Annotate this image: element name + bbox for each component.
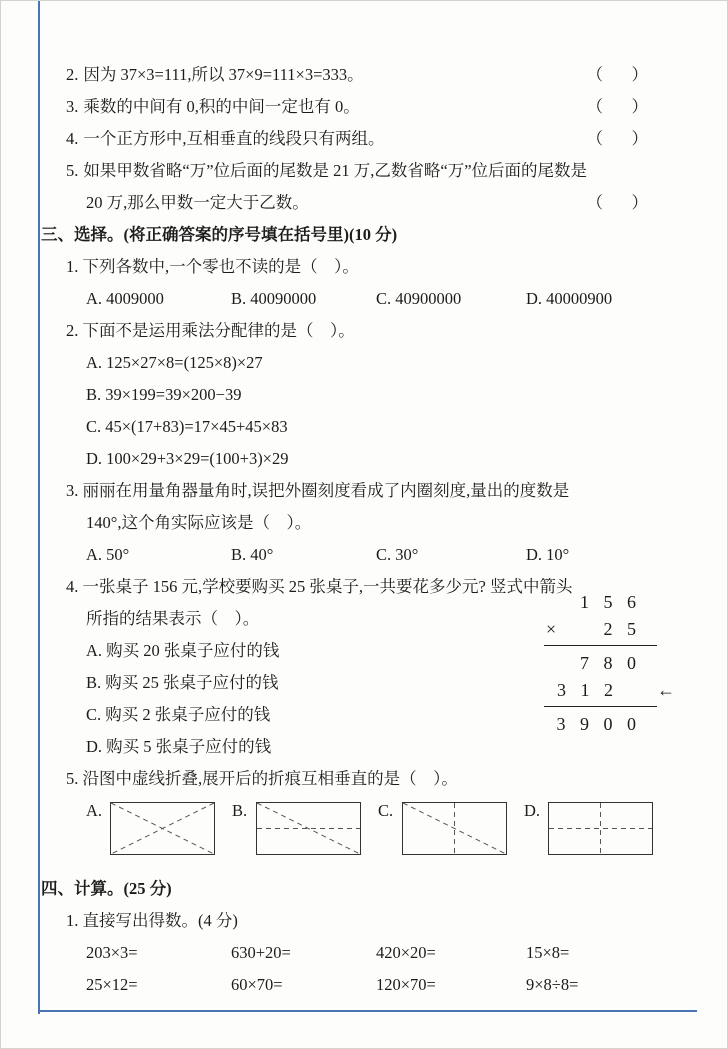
s4-calc-row-2 [41, 969, 692, 1001]
s3-q1-text: 1. 下列各数中,一个零也不读的是（ ）。 [66, 257, 359, 276]
fold-figure-b [232, 799, 378, 855]
option-c: C. 30° [376, 545, 419, 564]
option-d: D. 10° [526, 545, 570, 564]
multiply-sign: × [546, 619, 557, 639]
calc-expression: 203×3= [86, 943, 138, 962]
calc-expression: 9×8÷8= [526, 975, 579, 994]
s3-q2-option-c: C. 45×(17+83)=17×45+45×83 [86, 417, 288, 436]
rect-horizontal-vertical-figure [548, 802, 653, 855]
option-a: A. 50° [86, 545, 130, 564]
judge-item-text: 20 万,那么甲数一定大于乙数。 [86, 193, 309, 212]
s3-q5-figures [41, 795, 692, 873]
vertical-multiplication-work [546, 589, 675, 738]
s4-calc-row-1 [41, 937, 692, 969]
rect-diagonal-vertical-figure [402, 802, 507, 855]
section4-title: 四、计算。(25 分) [41, 879, 172, 898]
left-arrow-icon: ← [657, 680, 675, 700]
vm-rule-line [544, 706, 657, 707]
s3-q4-option-b: B. 购买 25 张桌子应付的钱 [86, 673, 279, 692]
item-number: 5. [66, 161, 79, 180]
judge-item-4 [41, 123, 692, 155]
vm-multiplier-row [546, 616, 641, 643]
answer-bracket: （ ） [586, 193, 654, 212]
rect-two-diagonals-figure [110, 802, 215, 855]
figure-label: C. [378, 801, 394, 820]
judge-item-3 [41, 91, 692, 123]
vm-rule-line [544, 645, 657, 646]
vm-partial-product-1: 7 8 0 [580, 653, 641, 673]
option-b: B. 40° [231, 545, 274, 564]
option-a: A. 4009000 [86, 289, 164, 308]
judge-item-text: 2. 因为 37×3=111,所以 37×9=111×3=333。 [66, 65, 364, 84]
section3-title: 三、选择。(将正确答案的序号填在括号里)(10 分) [41, 225, 398, 244]
answer-bracket: （ ） [586, 129, 654, 148]
fold-figure-d [524, 799, 670, 855]
judge-item-text: 5. 如果甲数省略“万”位后面的尾数是 21 万,乙数省略“万”位后面的尾数是 [66, 161, 588, 180]
vm-partial-product-2-row [546, 677, 675, 704]
s3-q1-options [41, 283, 692, 315]
s3-q4-text-line1: 4. 一张桌子 156 元,学校要购买 25 张桌子,一共要花多少元? 竖式中箭头 [66, 577, 573, 596]
vm-multiplicand: 1 5 6 [580, 592, 641, 612]
fold-figure-c [378, 799, 524, 855]
s3-q2-text: 2. 下面不是运用乘法分配律的是（ ）。 [66, 321, 355, 340]
item-number: 2. [66, 65, 79, 84]
judge-item-5-line2 [41, 187, 692, 219]
rect-horizontal-diagonal-figure [256, 802, 361, 855]
s3-q2-option-d: D. 100×29+3×29=(100+3)×29 [86, 449, 289, 468]
s3-q4-option-a: A. 购买 20 张桌子应付的钱 [86, 641, 280, 660]
vm-product: 3 9 0 0 [556, 714, 641, 734]
fold-figure-a [86, 799, 232, 855]
figure-label: D. [524, 801, 541, 820]
s3-q3-text-line1: 3. 丽丽在用量角器量角时,误把外圈刻度看成了内圈刻度,量出的度数是 [66, 481, 570, 500]
judge-item-text: 3. 乘数的中间有 0,积的中间一定也有 0。 [66, 97, 360, 116]
s3-q4-option-d: D. 购买 5 张桌子应付的钱 [86, 737, 272, 756]
option-b: B. 40090000 [231, 289, 317, 308]
figure-label: A. [86, 801, 103, 820]
option-d: D. 40000900 [526, 289, 613, 308]
s3-q2-option-b: B. 39×199=39×200−39 [86, 385, 242, 404]
calc-expression: 120×70= [376, 975, 436, 994]
s3-q5-text: 5. 沿图中虚线折叠,展开后的折痕互相垂直的是（ ）。 [66, 769, 458, 788]
s3-q3-text-line2: 140°,这个角实际应该是（ ）。 [86, 513, 312, 532]
answer-bracket: （ ） [586, 97, 654, 116]
option-c: C. 40900000 [376, 289, 462, 308]
judge-item-2 [41, 59, 692, 91]
paper-content [1, 1, 727, 1048]
answer-bracket: （ ） [586, 65, 654, 84]
calc-expression: 420×20= [376, 943, 436, 962]
s3-q4-option-c: C. 购买 2 张桌子应付的钱 [86, 705, 271, 724]
s3-q4-text-line2: 所指的结果表示（ ）。 [86, 609, 260, 628]
judge-item-text: 4. 一个正方形中,互相垂直的线段只有两组。 [66, 129, 385, 148]
calc-expression: 25×12= [86, 975, 138, 994]
judge-item-5-line1 [41, 155, 692, 187]
calc-expression: 15×8= [526, 943, 570, 962]
s4-part1-title: 1. 直接写出得数。(4 分) [66, 911, 238, 930]
vm-multiplier: 2 5 [603, 619, 641, 639]
vm-partial-product-2: 3 1 2 [557, 680, 618, 700]
s3-q2-option-a: A. 125×27×8=(125×8)×27 [86, 353, 263, 372]
s3-q3-options [41, 539, 692, 571]
calc-expression: 60×70= [231, 975, 283, 994]
figure-label: B. [232, 801, 248, 820]
item-number: 4. [66, 129, 79, 148]
item-number: 3. [66, 97, 79, 116]
calc-expression: 630+20= [231, 943, 291, 962]
